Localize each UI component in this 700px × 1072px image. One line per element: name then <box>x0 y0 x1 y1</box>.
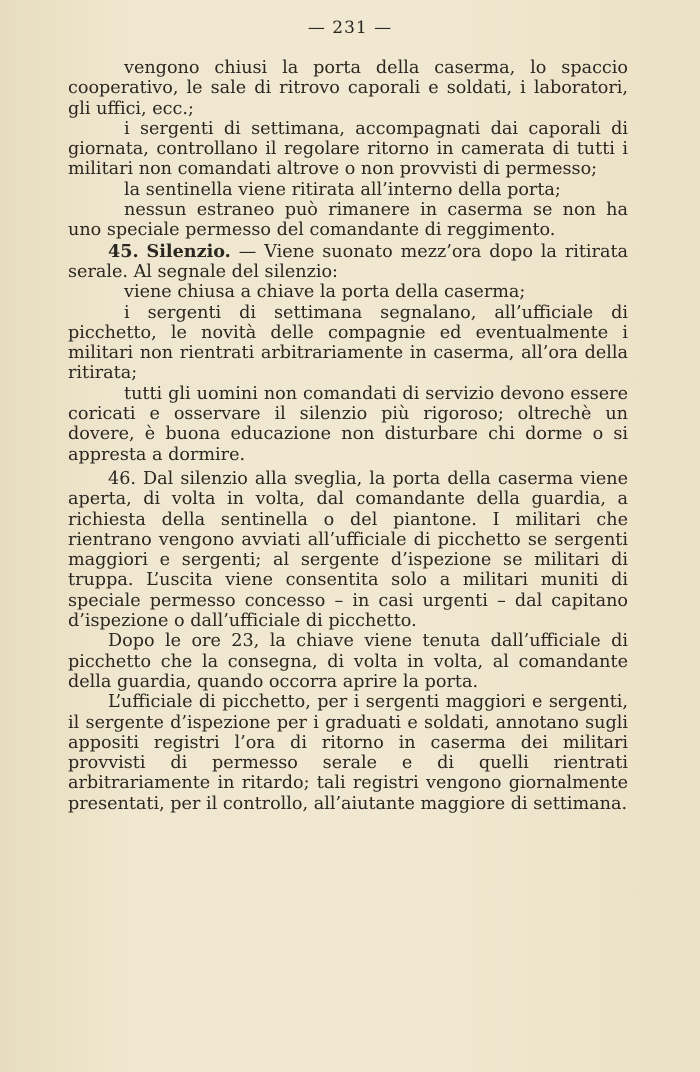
paragraph: i sergenti di settimana, accompagnati dai caporali di giornata, controllano il regolare ritorno in camerata di tutti i militari non comandati altrove o non provvisti di permesso; <box>68 118 628 180</box>
section-number: 45. <box>108 240 139 262</box>
paragraph: L’ufficiale di picchetto, per i sergenti maggiori e sergenti, il sergente d’ispezione per i graduati e soldati, annotano sugli appositi registri l’ora di ritorno in caserma dei militari provvisti di permesso serale e di quelli rientrati arbitrariamente in ritardo; tali registri vengono giornalmente presentati, per il controllo, all’aiutante maggiore di settimana. <box>68 692 628 814</box>
paragraph: la sentinella viene ritirata all’interno della porta; <box>124 179 561 200</box>
section-46: 46. Dal silenzio alla sveglia, la porta della caserma viene aperta, di volta in volta, dal comandante della guardia, a richiesta della sentinella o del piantone. I militari che rientrano vengono avviati all’ufficiale di picchetto se sergenti maggiori e sergenti; al sergente d’ispezione se militari di truppa. L’uscita viene consentita solo a militari muniti di speciale permesso concesso – in casi urgenti – dal capitano d’ispezione o dall’ufficiale di picchetto. <box>68 468 628 632</box>
paragraph: Dopo le ore 23, la chiave viene tenuta dall’ufficiale di picchetto che la consegna, di volta in volta, al comandante della guardia, quando occorra aprire la porta. <box>68 631 628 692</box>
section-45 <box>68 242 628 283</box>
paragraph: nessun estraneo può rimanere in caserma se non ha uno speciale permesso del comandante di reggimento. <box>68 200 628 241</box>
paragraph: viene chiusa a chiave la porta della caserma; <box>124 282 526 303</box>
page-body <box>68 58 628 814</box>
paragraph: tutti gli uomini non comandati di servizio devono essere coricati e osservare il silenzio più rigoroso; oltrechè un dovere, è buona educazione non disturbare chi dorme o si appresta a dormire. <box>68 383 628 465</box>
page-number: — 231 — <box>307 18 393 38</box>
section-text: — Viene suonato mezz’ora dopo la ritirata serale. Al segnale del silenzio: <box>68 241 629 282</box>
section-title: Silenzio. <box>146 240 231 262</box>
paragraph: i sergenti di settimana segnalano, all’ufficiale di picchetto, le novità delle compagnie ed eventualmente i militari non rientrati arbitrariamente in caserma, all’ora della ritirata; <box>68 302 628 384</box>
paragraph: vengono chiusi la porta della caserma, lo spaccio cooperativo, le sale di ritrovo caporali e soldati, i laboratori, gli uffici, ecc.; <box>68 58 628 119</box>
